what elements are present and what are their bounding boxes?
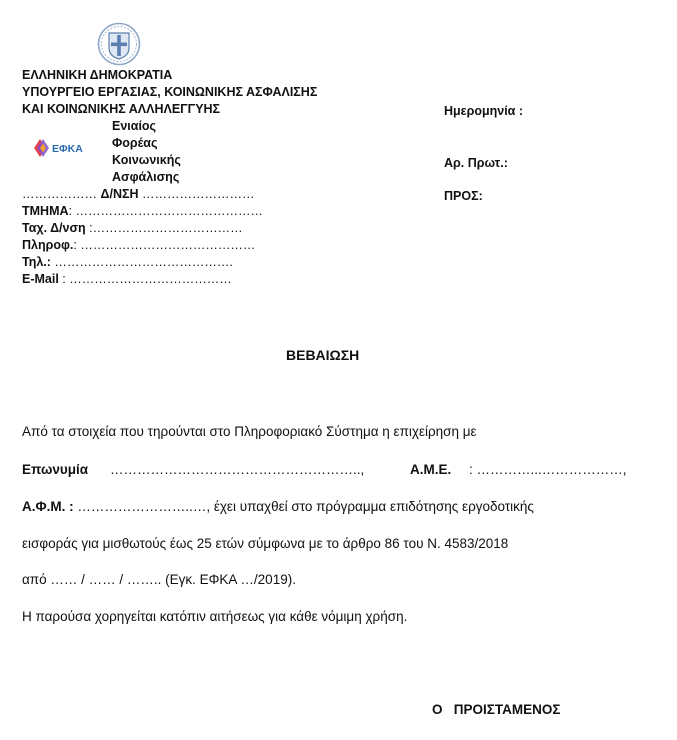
signature-title: Ο ΠΡΟΙΣΤΑΜΕΝΟΣ <box>432 702 561 717</box>
ministry-heading-line2: ΚΑΙ ΚΟΙΝΩΝΙΚΗΣ ΑΛΛΗΛΕΓΓΥΗΣ <box>22 102 221 116</box>
afm-line: Α.Φ.Μ. : ……………………..…, έχει υπαχθεί στο πρόγραμμα επιδότησης εργοδοτικής <box>22 499 534 514</box>
efka-logo <box>31 135 93 161</box>
department-field: ΤΜΗΜΑ: ……………………………………… <box>22 204 263 218</box>
republic-heading: ΕΛΛΗΝΙΚΗ ΔΗΜΟΚΡΑΤΙΑ <box>22 68 173 82</box>
ministry-heading-line1: ΥΠΟΥΡΓΕΙΟ ΕΡΓΑΣΙΑΣ, ΚΟΙΝΩΝΙΚΗΣ ΑΣΦΑΛΙΣΗΣ <box>22 85 318 99</box>
efka-name-line1: Ενιαίος <box>112 119 157 133</box>
date-range-line: από …… / …… / …….. (Εγκ. ΕΦΚΑ …/2019). <box>22 572 296 587</box>
address-field: Ταχ. Δ/νση :……………………………… <box>22 221 243 235</box>
efka-name-line3: Κοινωνικής <box>112 153 181 167</box>
directorate-label: Δ/ΝΣΗ <box>100 187 139 201</box>
info-field: Πληροφ.: …………………………………… <box>22 238 256 252</box>
greek-emblem-icon <box>97 22 141 66</box>
date-label: Ημερομηνία : <box>444 104 524 118</box>
efka-name-line4: Ασφάλισης <box>112 170 180 184</box>
recipient-label: ΠΡΟΣ: <box>444 189 483 203</box>
efka-logo-text: ΕΦΚΑ <box>52 143 83 155</box>
company-name-blank: ……………………………………………….., <box>110 462 365 477</box>
efka-name-line2: Φορέας <box>112 136 158 150</box>
directorate-line: ……………… Δ/ΝΣΗ ……………………… <box>22 187 255 201</box>
intro-line: Από τα στοιχεία που τηρούνται στο Πληροφοριακό Σύστημα η επιχείρηση με <box>22 424 477 439</box>
email-field: E-Mail : ………………………………… <box>22 272 232 286</box>
afm-label: Α.Φ.Μ. : <box>22 499 74 514</box>
company-name-line <box>22 462 634 478</box>
phone-field: Τηλ.: ……………………………………. <box>22 255 233 269</box>
ame-blank: : …………...………………, <box>469 462 627 477</box>
page-title: ΒΕΒΑΙΩΣΗ <box>286 347 360 363</box>
program-line: εισφοράς για μισθωτούς έως 25 ετών σύμφωνα με το άρθρο 86 του Ν. 4583/2018 <box>22 536 509 551</box>
company-name-label: Επωνυμία <box>22 462 89 477</box>
usage-statement: Η παρούσα χορηγείται κατόπιν αιτήσεως για κάθε νόμιμη χρήση. <box>22 609 408 624</box>
protocol-number-label: Αρ. Πρωτ.: <box>444 156 508 170</box>
ame-label: Α.Μ.Ε. <box>410 462 452 477</box>
